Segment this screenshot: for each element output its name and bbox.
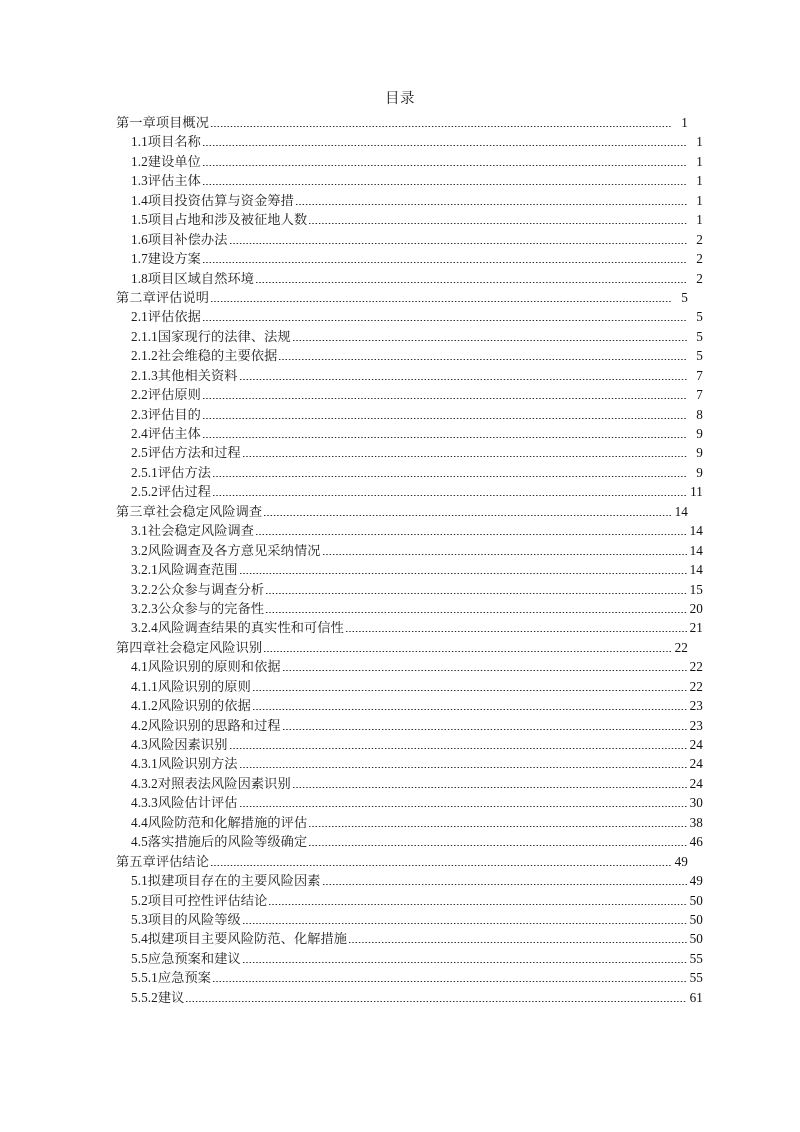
toc-entry-page-number: 1 <box>696 212 703 228</box>
toc-entry-page-number: 46 <box>689 834 703 850</box>
toc-entry-page-number: 22 <box>689 678 703 694</box>
toc-entry[interactable] <box>116 599 703 618</box>
toc-entry-page-number: 2 <box>696 251 703 267</box>
toc-entry[interactable] <box>116 949 703 968</box>
toc-dot-leader <box>213 482 687 501</box>
toc-entry-page-number: 2 <box>696 231 703 247</box>
toc-entry-label: 4.3风险因素识别 <box>131 737 228 752</box>
toc-entry[interactable] <box>116 152 703 171</box>
toc-entry-label: 4.3.2对照表法风险因素识别 <box>131 775 291 791</box>
toc-dot-leader <box>283 716 687 735</box>
toc-entry-page-number: 9 <box>696 445 703 461</box>
toc-dot-leader <box>293 327 687 346</box>
toc-entry[interactable] <box>116 288 688 307</box>
toc-entry-label: 第五章评估结论 <box>116 853 210 869</box>
toc-entry-label: 2.4评估主体 <box>131 426 201 441</box>
toc-entry[interactable] <box>116 132 703 151</box>
toc-entry[interactable] <box>116 754 703 773</box>
toc-entry-page-number: 5 <box>696 328 703 344</box>
toc-entry-label: 2.1.1国家现行的法律、法规 <box>131 328 291 344</box>
toc-dot-leader <box>253 696 687 715</box>
toc-entry[interactable] <box>116 443 703 462</box>
toc-entry-page-number: 24 <box>689 737 703 752</box>
toc-dot-leader <box>240 560 687 579</box>
toc-dot-leader <box>309 832 687 851</box>
toc-entry-label: 4.3.1风险识别方法 <box>131 756 238 772</box>
toc-entry-page-number: 2 <box>696 270 703 286</box>
toc-entry-page-number: 24 <box>689 756 703 772</box>
toc-entry-label: 1.7建设方案 <box>131 251 201 267</box>
toc-entry[interactable] <box>116 113 688 132</box>
toc-dot-leader <box>203 307 687 326</box>
toc-entry[interactable] <box>116 346 703 365</box>
page-title: 目录 <box>385 91 415 107</box>
toc-entry-page-number: 20 <box>689 600 703 616</box>
toc-dot-leader <box>309 210 687 229</box>
toc-entry[interactable] <box>116 929 703 948</box>
toc-entry[interactable] <box>116 249 703 268</box>
toc-dot-leader <box>230 230 687 249</box>
toc-entry-label: 1.8项目区域自然环境 <box>131 270 255 286</box>
toc-entry-page-number: 9 <box>696 426 703 441</box>
toc-entry-label: 4.2风险识别的思路和过程 <box>131 717 281 733</box>
toc-entry-label: 4.1.1风险识别的原则 <box>131 678 251 694</box>
toc-entry-page-number: 21 <box>689 620 703 636</box>
toc-dot-leader <box>211 113 672 132</box>
toc-entry-label: 1.1项目名称 <box>131 134 201 150</box>
toc-dot-leader <box>346 618 687 637</box>
toc-dot-leader <box>240 793 687 812</box>
toc-entry-page-number: 49 <box>674 853 688 869</box>
toc-dot-leader <box>266 580 687 599</box>
toc-entry-label: 4.5落实措施后的风险等级确定 <box>131 834 308 850</box>
toc-entry-page-number: 7 <box>696 387 703 403</box>
toc-entry[interactable] <box>116 988 703 1007</box>
toc-entry[interactable] <box>116 191 703 210</box>
toc-entry-label: 1.6项目补偿办法 <box>131 231 228 247</box>
toc-entry-label: 3.2.1风险调查范围 <box>131 562 238 578</box>
toc-entry[interactable] <box>116 774 703 793</box>
toc-entry-label: 4.4风险防范和化解措施的评估 <box>131 814 308 830</box>
toc-entry[interactable] <box>116 230 703 249</box>
toc-entry-page-number: 24 <box>689 775 703 791</box>
toc-dot-leader <box>264 502 672 521</box>
toc-dot-leader <box>203 249 687 268</box>
table-of-contents <box>116 113 703 1007</box>
toc-dot-leader <box>203 132 687 151</box>
toc-entry-label: 3.2风险调查及各方意见采纳情况 <box>131 542 321 558</box>
toc-dot-leader <box>203 385 687 404</box>
toc-entry-page-number: 55 <box>689 950 703 966</box>
toc-entry-label: 5.4拟建项目主要风险防范、化解措施 <box>131 931 348 947</box>
toc-dot-leader <box>256 269 687 288</box>
toc-entry-page-number: 61 <box>689 989 703 1005</box>
toc-entry[interactable] <box>116 735 703 754</box>
toc-entry[interactable] <box>116 269 703 288</box>
toc-dot-leader <box>283 657 687 676</box>
toc-entry-label: 1.2建设单位 <box>131 153 201 169</box>
toc-entry-page-number: 14 <box>674 503 688 519</box>
toc-entry-page-number: 30 <box>689 795 703 811</box>
toc-entry[interactable] <box>116 832 703 851</box>
toc-entry-page-number: 1 <box>696 192 703 208</box>
toc-dot-leader <box>253 677 687 696</box>
toc-entry[interactable] <box>116 618 703 637</box>
toc-dot-leader <box>243 910 687 929</box>
toc-entry-label: 2.1.3其他相关资料 <box>131 367 238 383</box>
toc-entry-label: 1.4项目投资估算与资金筹措 <box>131 192 294 208</box>
toc-entry-label: 5.3项目的风险等级 <box>131 911 241 927</box>
toc-entry-page-number: 38 <box>689 814 703 830</box>
toc-entry-label: 第二章评估说明 <box>116 289 210 305</box>
toc-entry-page-number: 14 <box>689 542 703 558</box>
toc-entry-page-number: 1 <box>696 153 703 169</box>
toc-entry[interactable] <box>116 307 703 326</box>
toc-entry-page-number: 1 <box>696 134 703 150</box>
toc-dot-leader <box>296 191 687 210</box>
toc-entry[interactable] <box>116 463 703 482</box>
toc-dot-leader <box>211 852 672 871</box>
toc-entry-label: 3.2.3公众参与的完备性 <box>131 600 265 616</box>
toc-entry-label: 2.5.1评估方法 <box>131 464 212 480</box>
toc-entry[interactable] <box>116 171 703 190</box>
toc-entry-page-number: 1 <box>696 173 703 189</box>
toc-entry-label: 3.2.4风险调查结果的真实性和可信性 <box>131 620 344 636</box>
toc-entry-label: 2.1评估依据 <box>131 309 201 325</box>
toc-entry[interactable] <box>116 366 703 385</box>
toc-dot-leader <box>256 521 687 540</box>
toc-dot-leader <box>240 366 687 385</box>
toc-entry[interactable] <box>116 482 703 501</box>
toc-entry-page-number: 50 <box>689 892 703 908</box>
toc-entry-label: 5.5应急预案和建议 <box>131 950 241 966</box>
toc-entry[interactable] <box>116 560 703 579</box>
toc-dot-leader <box>243 443 687 462</box>
toc-dot-leader <box>213 968 687 987</box>
toc-entry-page-number: 7 <box>696 367 703 383</box>
toc-dot-leader <box>269 891 687 910</box>
toc-entry-page-number: 22 <box>674 639 688 655</box>
toc-entry-label: 1.3评估主体 <box>131 173 201 189</box>
toc-entry[interactable] <box>116 385 703 404</box>
toc-dot-leader <box>230 735 687 754</box>
toc-entry[interactable] <box>116 891 703 910</box>
toc-entry[interactable] <box>116 657 703 676</box>
toc-entry[interactable] <box>116 405 703 424</box>
toc-entry-label: 5.5.1应急预案 <box>131 970 212 986</box>
toc-entry-page-number: 50 <box>689 911 703 927</box>
toc-dot-leader <box>279 346 687 365</box>
toc-entry-label: 3.2.2公众参与调查分析 <box>131 581 265 597</box>
toc-entry-page-number: 5 <box>696 348 703 364</box>
toc-entry-label: 2.2评估原则 <box>131 387 201 403</box>
toc-entry[interactable] <box>116 502 688 521</box>
toc-entry-page-number: 23 <box>689 698 703 714</box>
toc-entry-label: 2.5.2评估过程 <box>131 484 212 500</box>
toc-entry[interactable] <box>116 580 703 599</box>
toc-entry[interactable] <box>116 424 703 443</box>
toc-dot-leader <box>203 171 687 190</box>
toc-entry[interactable] <box>116 638 688 657</box>
toc-entry-page-number: 5 <box>696 309 703 325</box>
toc-entry[interactable] <box>116 813 703 832</box>
toc-entry-label: 4.1风险识别的原则和依据 <box>131 659 281 675</box>
toc-dot-leader <box>266 599 687 618</box>
toc-entry-label: 第四章社会稳定风险识别 <box>116 639 263 655</box>
toc-entry-page-number: 23 <box>689 717 703 733</box>
toc-entry-label: 5.2项目可控性评估结论 <box>131 892 268 908</box>
toc-entry[interactable] <box>116 327 703 346</box>
toc-entry-page-number: 22 <box>689 659 703 675</box>
toc-entry[interactable] <box>116 871 703 890</box>
toc-entry-page-number: 8 <box>696 406 703 422</box>
toc-entry-page-number: 9 <box>696 464 703 480</box>
toc-entry[interactable] <box>116 716 703 735</box>
toc-dot-leader <box>203 405 687 424</box>
toc-entry-label: 2.1.2社会维稳的主要依据 <box>131 348 278 364</box>
toc-entry[interactable] <box>116 793 703 812</box>
toc-entry[interactable] <box>116 852 688 871</box>
toc-entry-page-number: 15 <box>689 581 703 597</box>
toc-entry-label: 第一章项目概况 <box>116 115 210 130</box>
toc-dot-leader <box>323 541 687 560</box>
toc-entry[interactable] <box>116 541 703 560</box>
toc-dot-leader <box>240 754 687 773</box>
toc-entry[interactable] <box>116 677 703 696</box>
toc-dot-leader <box>203 152 687 171</box>
toc-entry[interactable] <box>116 210 703 229</box>
toc-entry-label: 2.5评估方法和过程 <box>131 445 241 461</box>
toc-dot-leader <box>323 871 687 890</box>
toc-entry-label: 3.1社会稳定风险调查 <box>131 523 255 539</box>
toc-dot-leader <box>186 988 687 1007</box>
toc-entry-page-number: 11 <box>690 484 703 500</box>
toc-entry[interactable] <box>116 696 703 715</box>
toc-dot-leader <box>349 929 687 948</box>
toc-entry-page-number: 5 <box>681 289 688 305</box>
toc-dot-leader <box>243 949 687 968</box>
toc-entry-page-number: 14 <box>689 562 703 578</box>
toc-entry-label: 2.3评估目的 <box>131 406 201 422</box>
toc-entry-page-number: 55 <box>689 970 703 986</box>
toc-entry-label: 5.1拟建项目存在的主要风险因素 <box>131 873 321 889</box>
toc-entry-label: 第三章社会稳定风险调查 <box>116 503 263 519</box>
toc-entry-label: 4.3.3风险估计评估 <box>131 795 238 811</box>
toc-dot-leader <box>213 463 687 482</box>
toc-dot-leader <box>293 774 687 793</box>
toc-entry-label: 1.5项目占地和涉及被征地人数 <box>131 212 308 228</box>
toc-dot-leader <box>211 288 672 307</box>
toc-entry-page-number: 49 <box>689 873 703 889</box>
toc-entry-page-number: 1 <box>681 115 688 130</box>
toc-entry-page-number: 50 <box>689 931 703 947</box>
toc-entry-page-number: 14 <box>689 523 703 539</box>
toc-entry[interactable] <box>116 968 703 987</box>
toc-entry-label: 5.5.2建议 <box>131 989 185 1005</box>
toc-dot-leader <box>203 424 687 443</box>
toc-entry[interactable] <box>116 910 703 929</box>
toc-dot-leader <box>264 638 672 657</box>
toc-entry-label: 4.1.2风险识别的依据 <box>131 698 251 714</box>
toc-entry[interactable] <box>116 521 703 540</box>
toc-dot-leader <box>309 813 687 832</box>
